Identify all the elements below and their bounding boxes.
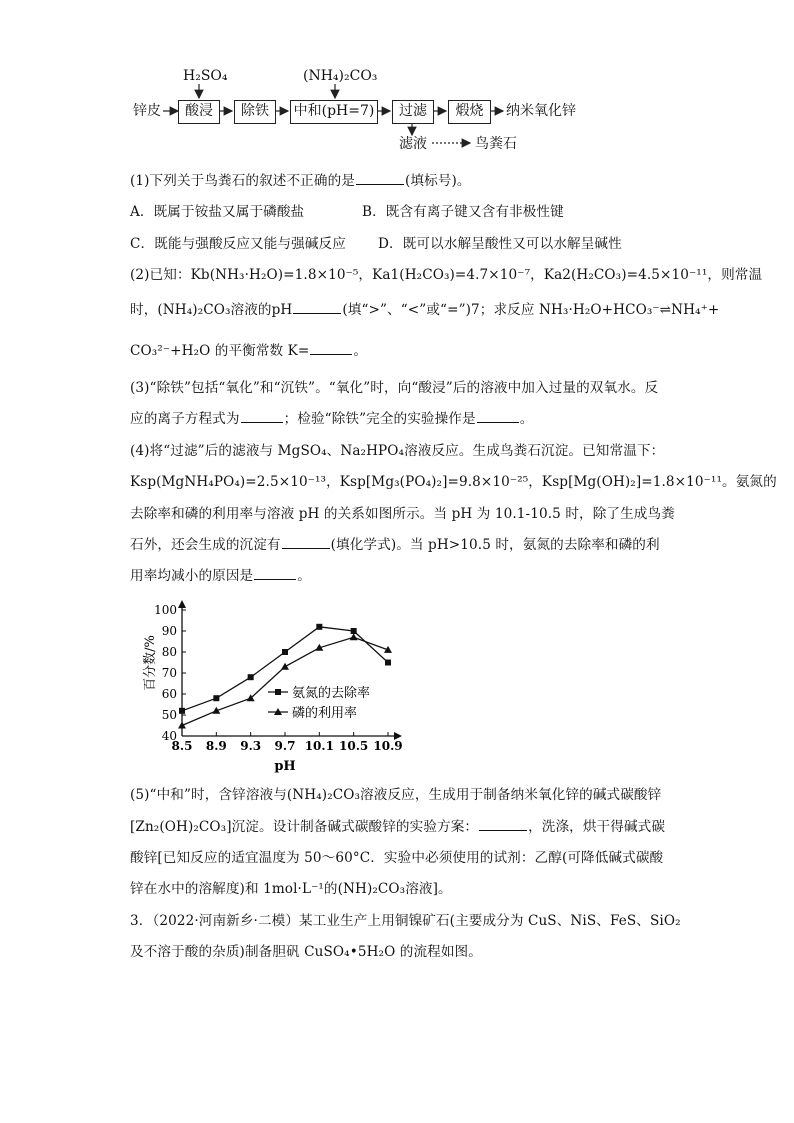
data-point-triangle — [281, 663, 289, 670]
q2-line3-b: 。 — [353, 343, 368, 359]
x-tick-label: 8.5 — [171, 739, 193, 753]
data-point-square — [385, 660, 391, 666]
data-point-square — [248, 674, 254, 680]
reagent-nh4-2co3: (NH₄)₂CO₃ — [303, 68, 378, 84]
q4-line1: (4)将“过滤”后的滤液与 MgSO₄、Na₂HPO₄溶液反应。生成鸟粪石沉淀。已知常温下： — [130, 443, 665, 459]
q3-line2 — [130, 410, 670, 428]
x-axis-label: pH — [274, 759, 296, 774]
x-tick-label: 10.9 — [373, 739, 403, 753]
q1-options-row1 — [130, 203, 670, 221]
q1-stem-text: (1)下列关于鸟粪石的叙述不正确的是 — [130, 173, 355, 189]
step-calcine: 煅烧 — [448, 100, 491, 124]
step-remove-iron: 除铁 — [234, 100, 276, 124]
flowchart-arrows — [0, 0, 794, 160]
data-point-square — [351, 628, 357, 634]
step-neutralize: 中和(pH=7) — [290, 100, 378, 124]
chart-svg — [140, 600, 410, 780]
answer-blank — [477, 410, 519, 423]
answer-blank — [356, 172, 404, 185]
q4-line5-b: 。 — [297, 568, 311, 584]
data-point-square — [316, 624, 322, 630]
answer-blank — [479, 818, 527, 831]
q1-options-row2 — [130, 235, 670, 253]
y-axis-arrow — [178, 600, 186, 608]
q4-line3: 去除率和磷的利用率与溶液 pH 的关系如图所示。当 pH 为 10.1-10.5 时，除了生成鸟粪 — [130, 506, 675, 522]
q4-line4 — [130, 536, 670, 554]
q5-line2 — [130, 818, 670, 836]
process-flowchart — [0, 0, 794, 160]
answer-blank — [293, 301, 341, 314]
q3-line2-b: ；检验“除铁”完全的实验操作是 — [283, 411, 476, 427]
legend-label-ammonia: 氨氮的去除率 — [292, 686, 371, 701]
flow-start-label: 锌皮 — [133, 103, 161, 119]
flow-byproduct-label: 鸟粪石 — [475, 136, 517, 152]
x-tick-label: 9.7 — [274, 739, 296, 753]
q1-option-b: B．既含有离子键又含有非极性键 — [362, 204, 564, 220]
q2-line2-b: (填“>”、“<”或“=”)7；求反应 NH₃·H₂O+HCO₃⁻⇌NH₄⁺+ — [342, 302, 720, 318]
answer-blank — [241, 410, 283, 423]
y-axis-label: 百分数/% — [143, 635, 158, 691]
q2-line3 — [130, 342, 670, 360]
y-tick-label: 80 — [161, 645, 177, 659]
q1-stem — [130, 172, 670, 190]
reagent-h2so4: H₂SO₄ — [183, 68, 228, 84]
x-tick-label: 9.3 — [240, 739, 262, 753]
q4-line4-b: (填化学式)。当 pH>10.5 时，氨氮的去除率和磷的利 — [330, 537, 660, 553]
q4-line5 — [130, 567, 670, 585]
q3-line2-a: 应的离子方程式为 — [130, 411, 240, 427]
q4-line2: Ksp(MgNH₄PO₄)=2.5×10⁻¹³，Ksp[Mg₃(PO₄)₂]=9.8×10⁻²⁵，Ksp[Mg(OH)₂]=1.8×10⁻¹¹。氨氮的 — [130, 474, 777, 490]
legend-label-phosphorus: 磷的利用率 — [292, 706, 358, 721]
y-tick-label: 90 — [161, 624, 177, 638]
q2-line1: (2)已知：Kb(NH₃·H₂O)=1.8×10⁻⁵，Ka1(H₂CO₃)=4.7×10⁻⁷，Ka2(H₂CO₃)=4.5×10⁻¹¹，则常温 — [130, 267, 763, 283]
ph-line-chart — [140, 600, 410, 780]
flow-product-label: 纳米氧化锌 — [506, 103, 576, 119]
answer-blank — [254, 567, 296, 580]
legend-marker-square — [275, 689, 281, 695]
data-point-square — [213, 695, 219, 701]
answer-blank — [310, 342, 352, 355]
q3-line2-c: 。 — [519, 411, 534, 427]
step-filter: 过滤 — [392, 100, 434, 124]
y-tick-label: 40 — [161, 729, 177, 743]
q2-line3-a: CO₃²⁻+H₂O 的平衡常数 K= — [130, 343, 310, 359]
q5-line1: (5)“中和”时，含锌溶液与(NH₄)₂CO₃溶液反应，生成用于制备纳米氧化锌的碱式碳酸锌 — [130, 787, 662, 803]
q4-line5-a: 用率均减小的原因是 — [130, 568, 254, 584]
q1-option-a: A．既属于铵盐又属于磷酸盐 — [130, 204, 305, 220]
y-tick-label: 70 — [161, 666, 177, 680]
y-tick-label: 60 — [161, 687, 177, 701]
flow-filtrate-label: 滤液 — [399, 136, 427, 152]
q5-line3: 酸锌[已知反应的适宜温度为 50～60°C．实验中必须使用的试剂：乙醇(可降低碱式碳酸 — [130, 850, 664, 866]
y-tick-label: 100 — [154, 603, 177, 617]
q4-line4-a: 石外，还会生成的沉淀有 — [130, 537, 281, 553]
q5-line4: 锌在水中的溶解度)和 1mol·L⁻¹的(NH)₂CO₃溶液]。 — [130, 881, 452, 897]
x-tick-label: 10.5 — [339, 739, 369, 753]
data-point-square — [179, 708, 185, 714]
q5-line2-a: [Zn₂(OH)₂CO₃]沉淀。设计制备碱式碳酸锌的实验方案： — [130, 819, 479, 835]
x-tick-label: 8.9 — [205, 739, 227, 753]
q3-line1: (3)“除铁”包括“氧化”和“沉铁”。“氧化”时，向“酸浸”后的溶液中加入过量的双氧水。反 — [130, 380, 659, 396]
y-tick-label: 50 — [161, 708, 177, 722]
q1-option-d: D．既可以水解呈酸性又可以水解呈碱性 — [378, 236, 622, 252]
q2-line2 — [130, 301, 720, 319]
q2-line2-a: 时，(NH₄)₂CO₃溶液的pH — [130, 302, 293, 318]
q-next-line2: 及不溶于酸的杂质)制备胆矾 CuSO₄•5H₂O 的流程如图。 — [130, 944, 482, 960]
q1-option-c: C．既能与强酸反应又能与强碱反应 — [130, 236, 346, 252]
q1-stem-tail: (填标号)。 — [404, 173, 471, 189]
x-tick-label: 10.1 — [304, 739, 334, 753]
data-point-square — [282, 649, 288, 655]
q5-line2-b: ，洗涤，烘干得碱式碳 — [528, 819, 666, 835]
answer-blank — [282, 536, 330, 549]
step-acid-leach: 酸浸 — [178, 100, 220, 124]
q-next-line1: 3．（2022·河南新乡·二模）某工业生产上用铜镍矿石(主要成分为 CuS、NiS、FeS、SiO₂ — [130, 913, 681, 929]
